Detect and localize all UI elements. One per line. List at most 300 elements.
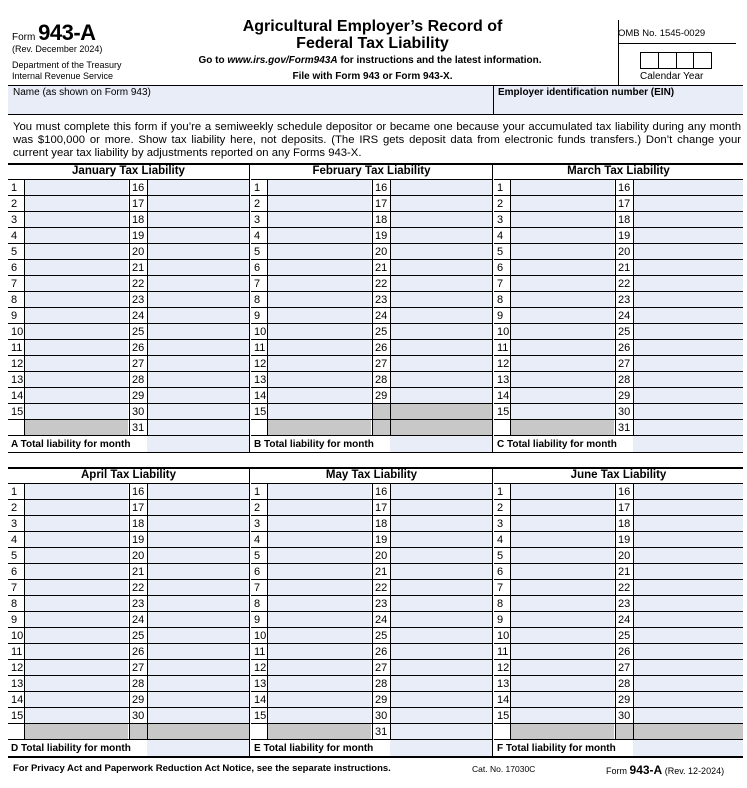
day-amount-field[interactable] (633, 644, 743, 659)
day-number: 26 (615, 644, 633, 659)
day-amount-field[interactable] (24, 548, 128, 563)
day-amount-field[interactable] (24, 276, 128, 291)
day-amount-field[interactable] (510, 180, 614, 195)
day-amount-field[interactable] (24, 356, 128, 371)
day-amount-field[interactable] (267, 644, 371, 659)
day-amount-field[interactable] (633, 420, 743, 435)
day-row (251, 692, 492, 708)
day-amount-field[interactable] (390, 708, 492, 723)
day-row (494, 308, 743, 324)
day-amount-field[interactable] (24, 580, 128, 595)
day-amount-field[interactable] (147, 708, 249, 723)
day-amount-field[interactable] (390, 260, 492, 275)
privacy-notice: For Privacy Act and Paperwork Reduction Act Notice, see the separate instructions. (13, 763, 391, 774)
day-number: 9 (254, 310, 261, 322)
day-amount-field[interactable] (147, 628, 249, 643)
day-row (8, 292, 249, 308)
month-total-row (494, 740, 743, 757)
day-amount-field[interactable] (24, 596, 128, 611)
day-number: 3 (254, 518, 261, 530)
day-amount-field[interactable] (24, 612, 128, 627)
day-amount-field[interactable] (147, 228, 249, 243)
day-number: 29 (615, 692, 633, 707)
day-number: 20 (615, 548, 633, 563)
day-number: 9 (497, 614, 504, 626)
day-row (251, 548, 492, 564)
month-title: May Tax Liability (251, 468, 492, 484)
day-number: 14 (254, 694, 267, 706)
day-number: 17 (129, 196, 147, 211)
day-number: 21 (129, 260, 147, 275)
month-total-field[interactable] (633, 436, 743, 452)
day-row (8, 708, 249, 724)
day-amount-field[interactable] (390, 228, 492, 243)
day-amount-field[interactable] (267, 580, 371, 595)
day-amount-field[interactable] (390, 292, 492, 307)
year-digit-box[interactable] (641, 53, 659, 68)
day-amount-field[interactable] (147, 308, 249, 323)
day-amount-field[interactable] (633, 548, 743, 563)
day-number: 27 (615, 356, 633, 371)
day-amount-field[interactable] (510, 548, 614, 563)
day-amount-field[interactable] (147, 292, 249, 307)
day-amount-field[interactable] (147, 420, 249, 435)
catalog-number: Cat. No. 17030C (472, 764, 536, 774)
day-number: 26 (372, 340, 390, 355)
day-row (494, 692, 743, 708)
day-number: 18 (129, 516, 147, 531)
day-amount-field[interactable] (267, 212, 371, 227)
day-amount-field[interactable] (633, 324, 743, 339)
day-number: 28 (372, 676, 390, 691)
day-amount-field[interactable] (510, 532, 614, 547)
day-number: 15 (254, 406, 267, 418)
day-amount-field[interactable] (510, 404, 614, 419)
day-amount-field[interactable] (390, 500, 492, 515)
day-row (494, 612, 743, 628)
day-amount-field[interactable] (24, 324, 128, 339)
day-amount-field[interactable] (510, 628, 614, 643)
day-row (494, 564, 743, 580)
day-amount-field[interactable] (633, 596, 743, 611)
day-number: 3 (11, 518, 18, 530)
day-amount-field[interactable] (633, 612, 743, 627)
day-amount-field[interactable] (390, 596, 492, 611)
day-amount-field[interactable] (147, 388, 249, 403)
day-amount-field[interactable] (267, 548, 371, 563)
day-amount-field[interactable] (390, 180, 492, 195)
day-amount-field[interactable] (147, 692, 249, 707)
day-amount-field[interactable] (147, 676, 249, 691)
day-amount-field[interactable] (390, 692, 492, 707)
day-amount-field[interactable] (267, 276, 371, 291)
day-amount-field[interactable] (24, 180, 128, 195)
day-amount-field[interactable] (24, 212, 128, 227)
day-number: 16 (372, 180, 390, 195)
day-amount-field[interactable] (267, 676, 371, 691)
month-title: January Tax Liability (8, 164, 249, 180)
day-amount-field[interactable] (633, 580, 743, 595)
day-amount-field[interactable] (267, 308, 371, 323)
day-number: 4 (497, 534, 504, 546)
day-amount-field[interactable] (267, 692, 371, 707)
day-amount-field[interactable] (510, 260, 614, 275)
day-amount-field[interactable] (390, 244, 492, 259)
month-total-field[interactable] (390, 740, 492, 756)
day-amount-field (510, 724, 614, 739)
day-amount-field[interactable] (510, 388, 614, 403)
day-row (8, 420, 249, 436)
day-amount-field[interactable] (147, 564, 249, 579)
day-row (494, 644, 743, 660)
day-amount-field[interactable] (633, 404, 743, 419)
day-number: 15 (497, 710, 510, 722)
month-total-field[interactable] (147, 436, 249, 452)
day-amount-field[interactable] (510, 324, 614, 339)
day-amount-field[interactable] (147, 532, 249, 547)
day-amount-field[interactable] (24, 388, 128, 403)
day-number: 31 (615, 420, 633, 435)
day-amount-field[interactable] (147, 244, 249, 259)
day-amount-field[interactable] (390, 484, 492, 499)
day-amount-field[interactable] (390, 644, 492, 659)
day-amount-field[interactable] (633, 388, 743, 403)
day-amount-field[interactable] (267, 372, 371, 387)
day-amount-field[interactable] (24, 196, 128, 211)
day-amount-field[interactable] (267, 196, 371, 211)
day-row (494, 628, 743, 644)
year-digit-box[interactable] (659, 53, 677, 68)
day-row (8, 676, 249, 692)
day-amount-field[interactable] (147, 356, 249, 371)
day-amount-field[interactable] (390, 532, 492, 547)
day-row (8, 692, 249, 708)
day-amount-field[interactable] (510, 308, 614, 323)
day-number: 17 (615, 500, 633, 515)
day-amount-field[interactable] (267, 612, 371, 627)
month-total-label: C Total liability for month (497, 439, 617, 450)
day-amount-field[interactable] (633, 372, 743, 387)
day-amount-field[interactable] (147, 612, 249, 627)
day-amount-field[interactable] (510, 708, 614, 723)
day-number: 11 (11, 646, 23, 658)
day-amount-field[interactable] (24, 676, 128, 691)
day-amount-field[interactable] (633, 708, 743, 723)
day-number: 20 (372, 548, 390, 563)
day-amount-field[interactable] (390, 660, 492, 675)
day-amount-field[interactable] (633, 564, 743, 579)
day-amount-field[interactable] (510, 212, 614, 227)
day-amount-field[interactable] (24, 404, 128, 419)
day-amount-field[interactable] (267, 500, 371, 515)
day-row (251, 516, 492, 532)
day-amount-field[interactable] (633, 180, 743, 195)
day-amount-field[interactable] (24, 484, 128, 499)
day-amount-field[interactable] (147, 660, 249, 675)
day-number: 18 (372, 212, 390, 227)
day-number: 2 (497, 502, 504, 514)
day-amount-field[interactable] (24, 260, 128, 275)
day-amount-field[interactable] (510, 516, 614, 531)
day-amount-field[interactable] (510, 356, 614, 371)
day-amount-field[interactable] (147, 340, 249, 355)
day-amount-field[interactable] (510, 580, 614, 595)
day-row (8, 372, 249, 388)
day-amount-field[interactable] (267, 260, 371, 275)
day-amount-field[interactable] (633, 292, 743, 307)
day-amount-field[interactable] (633, 260, 743, 275)
day-row (251, 564, 492, 580)
day-amount-field[interactable] (147, 484, 249, 499)
day-amount-field[interactable] (147, 260, 249, 275)
day-amount-field[interactable] (390, 612, 492, 627)
day-amount-field[interactable] (390, 676, 492, 691)
month-total-label: A Total liability for month (11, 439, 131, 450)
month-title: April Tax Liability (8, 468, 249, 484)
day-amount-field[interactable] (24, 372, 128, 387)
day-amount-field[interactable] (510, 484, 614, 499)
day-number: 30 (129, 404, 147, 419)
month-total-row (251, 740, 492, 757)
day-amount-field[interactable] (390, 564, 492, 579)
day-amount-field[interactable] (390, 628, 492, 643)
day-row (251, 196, 492, 212)
day-amount-field[interactable] (390, 212, 492, 227)
day-amount-field[interactable] (390, 356, 492, 371)
day-amount-field[interactable] (390, 308, 492, 323)
day-amount-field[interactable] (267, 180, 371, 195)
day-amount-field[interactable] (24, 628, 128, 643)
day-amount-field[interactable] (147, 644, 249, 659)
day-row (494, 420, 743, 436)
day-amount-field[interactable] (267, 516, 371, 531)
day-amount-field[interactable] (510, 692, 614, 707)
day-amount-field[interactable] (267, 404, 371, 419)
day-amount-field[interactable] (510, 340, 614, 355)
day-amount-field[interactable] (147, 404, 249, 419)
day-number: 6 (497, 566, 504, 578)
day-amount-field[interactable] (147, 372, 249, 387)
day-row (494, 356, 743, 372)
omb-number: OMB No. 1545-0029 (618, 28, 706, 39)
day-amount-field[interactable] (390, 372, 492, 387)
day-number (372, 404, 390, 419)
day-amount-field[interactable] (390, 516, 492, 531)
name-label: Name (as shown on Form 943) (13, 87, 151, 98)
day-amount-field[interactable] (633, 676, 743, 691)
day-amount-field[interactable] (390, 388, 492, 403)
day-number: 7 (497, 278, 504, 290)
day-amount-field[interactable] (633, 212, 743, 227)
day-number: 13 (11, 374, 24, 386)
day-amount-field[interactable] (24, 308, 128, 323)
day-amount-field[interactable] (24, 564, 128, 579)
day-amount-field[interactable] (510, 196, 614, 211)
month-total-field[interactable] (390, 436, 492, 452)
irs-url-link[interactable]: www.irs.gov/Form943A (227, 55, 338, 66)
day-amount-field[interactable] (510, 228, 614, 243)
day-amount-field[interactable] (24, 644, 128, 659)
day-amount-field[interactable] (390, 580, 492, 595)
day-amount-field[interactable] (24, 340, 128, 355)
day-number (615, 724, 633, 739)
day-amount-field[interactable] (147, 180, 249, 195)
day-amount-field[interactable] (510, 500, 614, 515)
day-amount-field[interactable] (510, 292, 614, 307)
day-amount-field[interactable] (267, 356, 371, 371)
day-amount-field[interactable] (147, 548, 249, 563)
day-number: 21 (615, 260, 633, 275)
day-amount-field[interactable] (633, 500, 743, 515)
day-number: 25 (129, 324, 147, 339)
day-number: 29 (372, 388, 390, 403)
day-amount-field[interactable] (510, 596, 614, 611)
day-amount-field[interactable] (267, 484, 371, 499)
day-amount-field[interactable] (147, 500, 249, 515)
calendar-year-input[interactable] (640, 52, 712, 69)
day-row (8, 404, 249, 420)
day-amount-field[interactable] (510, 244, 614, 259)
day-row (251, 324, 492, 340)
calendar-year-label: Calendar Year (640, 71, 704, 82)
day-row (8, 212, 249, 228)
day-amount-field[interactable] (267, 388, 371, 403)
day-amount-field[interactable] (510, 676, 614, 691)
day-row (494, 244, 743, 260)
day-amount-field[interactable] (267, 292, 371, 307)
day-amount-field[interactable] (633, 484, 743, 499)
day-row (8, 644, 249, 660)
day-amount-field[interactable] (267, 708, 371, 723)
day-number: 10 (497, 630, 510, 642)
day-amount-field[interactable] (633, 308, 743, 323)
day-row (251, 612, 492, 628)
day-amount-field[interactable] (510, 644, 614, 659)
year-digit-box[interactable] (694, 53, 711, 68)
day-amount-field[interactable] (633, 244, 743, 259)
day-amount-field[interactable] (267, 244, 371, 259)
day-amount-field[interactable] (147, 580, 249, 595)
day-amount-field[interactable] (633, 276, 743, 291)
instructions-link-line: Go to www.irs.gov/Form943A for instructions and the latest information. (198, 55, 542, 66)
day-amount-field[interactable] (390, 324, 492, 339)
day-number: 24 (129, 612, 147, 627)
day-amount-field[interactable] (633, 196, 743, 211)
day-number: 10 (11, 326, 24, 338)
day-amount-field[interactable] (147, 196, 249, 211)
day-amount-field[interactable] (267, 564, 371, 579)
day-amount-field[interactable] (24, 292, 128, 307)
day-number: 27 (615, 660, 633, 675)
day-amount-field[interactable] (633, 660, 743, 675)
day-amount-field[interactable] (510, 276, 614, 291)
year-digit-box[interactable] (677, 53, 695, 68)
day-number: 15 (11, 406, 24, 418)
day-amount-field[interactable] (24, 708, 128, 723)
day-amount-field[interactable] (510, 612, 614, 627)
day-amount-field[interactable] (24, 532, 128, 547)
day-amount-field[interactable] (390, 196, 492, 211)
divider (8, 114, 743, 115)
day-amount-field[interactable] (390, 276, 492, 291)
day-amount-field (147, 724, 249, 739)
day-amount-field[interactable] (147, 212, 249, 227)
day-amount-field[interactable] (267, 628, 371, 643)
day-row (8, 244, 249, 260)
day-amount-field[interactable] (633, 628, 743, 643)
day-amount-field[interactable] (267, 660, 371, 675)
day-amount-field[interactable] (267, 324, 371, 339)
day-number: 24 (372, 612, 390, 627)
day-amount-field[interactable] (267, 340, 371, 355)
day-row (8, 340, 249, 356)
day-amount-field[interactable] (267, 532, 371, 547)
day-number: 8 (497, 294, 504, 306)
day-number: 7 (497, 582, 504, 594)
day-number: 14 (11, 390, 24, 402)
day-number: 6 (11, 262, 18, 274)
day-amount-field[interactable] (24, 244, 128, 259)
day-number: 5 (254, 246, 261, 258)
day-number: 23 (615, 292, 633, 307)
day-amount-field[interactable] (390, 340, 492, 355)
day-amount-field[interactable] (633, 692, 743, 707)
day-number: 24 (615, 308, 633, 323)
day-amount-field[interactable] (633, 340, 743, 355)
day-amount-field[interactable] (24, 516, 128, 531)
day-amount-field[interactable] (390, 724, 492, 739)
day-row (494, 596, 743, 612)
day-amount-field[interactable] (147, 516, 249, 531)
month-column (494, 468, 743, 756)
day-row (251, 308, 492, 324)
day-number: 25 (372, 324, 390, 339)
day-row (494, 660, 743, 676)
day-amount-field[interactable] (24, 500, 128, 515)
day-amount-field[interactable] (510, 372, 614, 387)
day-row (8, 260, 249, 276)
day-amount-field[interactable] (267, 228, 371, 243)
day-amount-field[interactable] (147, 324, 249, 339)
month-total-field[interactable] (633, 740, 743, 756)
day-amount-field[interactable] (633, 228, 743, 243)
day-amount-field[interactable] (24, 692, 128, 707)
day-amount-field[interactable] (147, 596, 249, 611)
day-row (251, 660, 492, 676)
day-amount-field[interactable] (633, 516, 743, 531)
day-amount-field[interactable] (510, 660, 614, 675)
month-total-field[interactable] (147, 740, 249, 756)
day-amount-field[interactable] (24, 660, 128, 675)
day-amount-field[interactable] (147, 276, 249, 291)
day-number: 30 (615, 404, 633, 419)
quarter-section (8, 468, 743, 756)
day-amount-field[interactable] (510, 564, 614, 579)
day-number: 4 (254, 230, 261, 242)
day-amount-field[interactable] (24, 228, 128, 243)
day-number: 19 (129, 228, 147, 243)
day-amount-field[interactable] (633, 532, 743, 547)
day-number: 22 (615, 276, 633, 291)
day-row (251, 580, 492, 596)
day-amount-field[interactable] (633, 356, 743, 371)
day-amount-field[interactable] (267, 596, 371, 611)
day-amount-field[interactable] (390, 548, 492, 563)
day-amount-field (24, 420, 128, 435)
day-row (494, 212, 743, 228)
day-row (494, 724, 743, 740)
day-row (8, 548, 249, 564)
